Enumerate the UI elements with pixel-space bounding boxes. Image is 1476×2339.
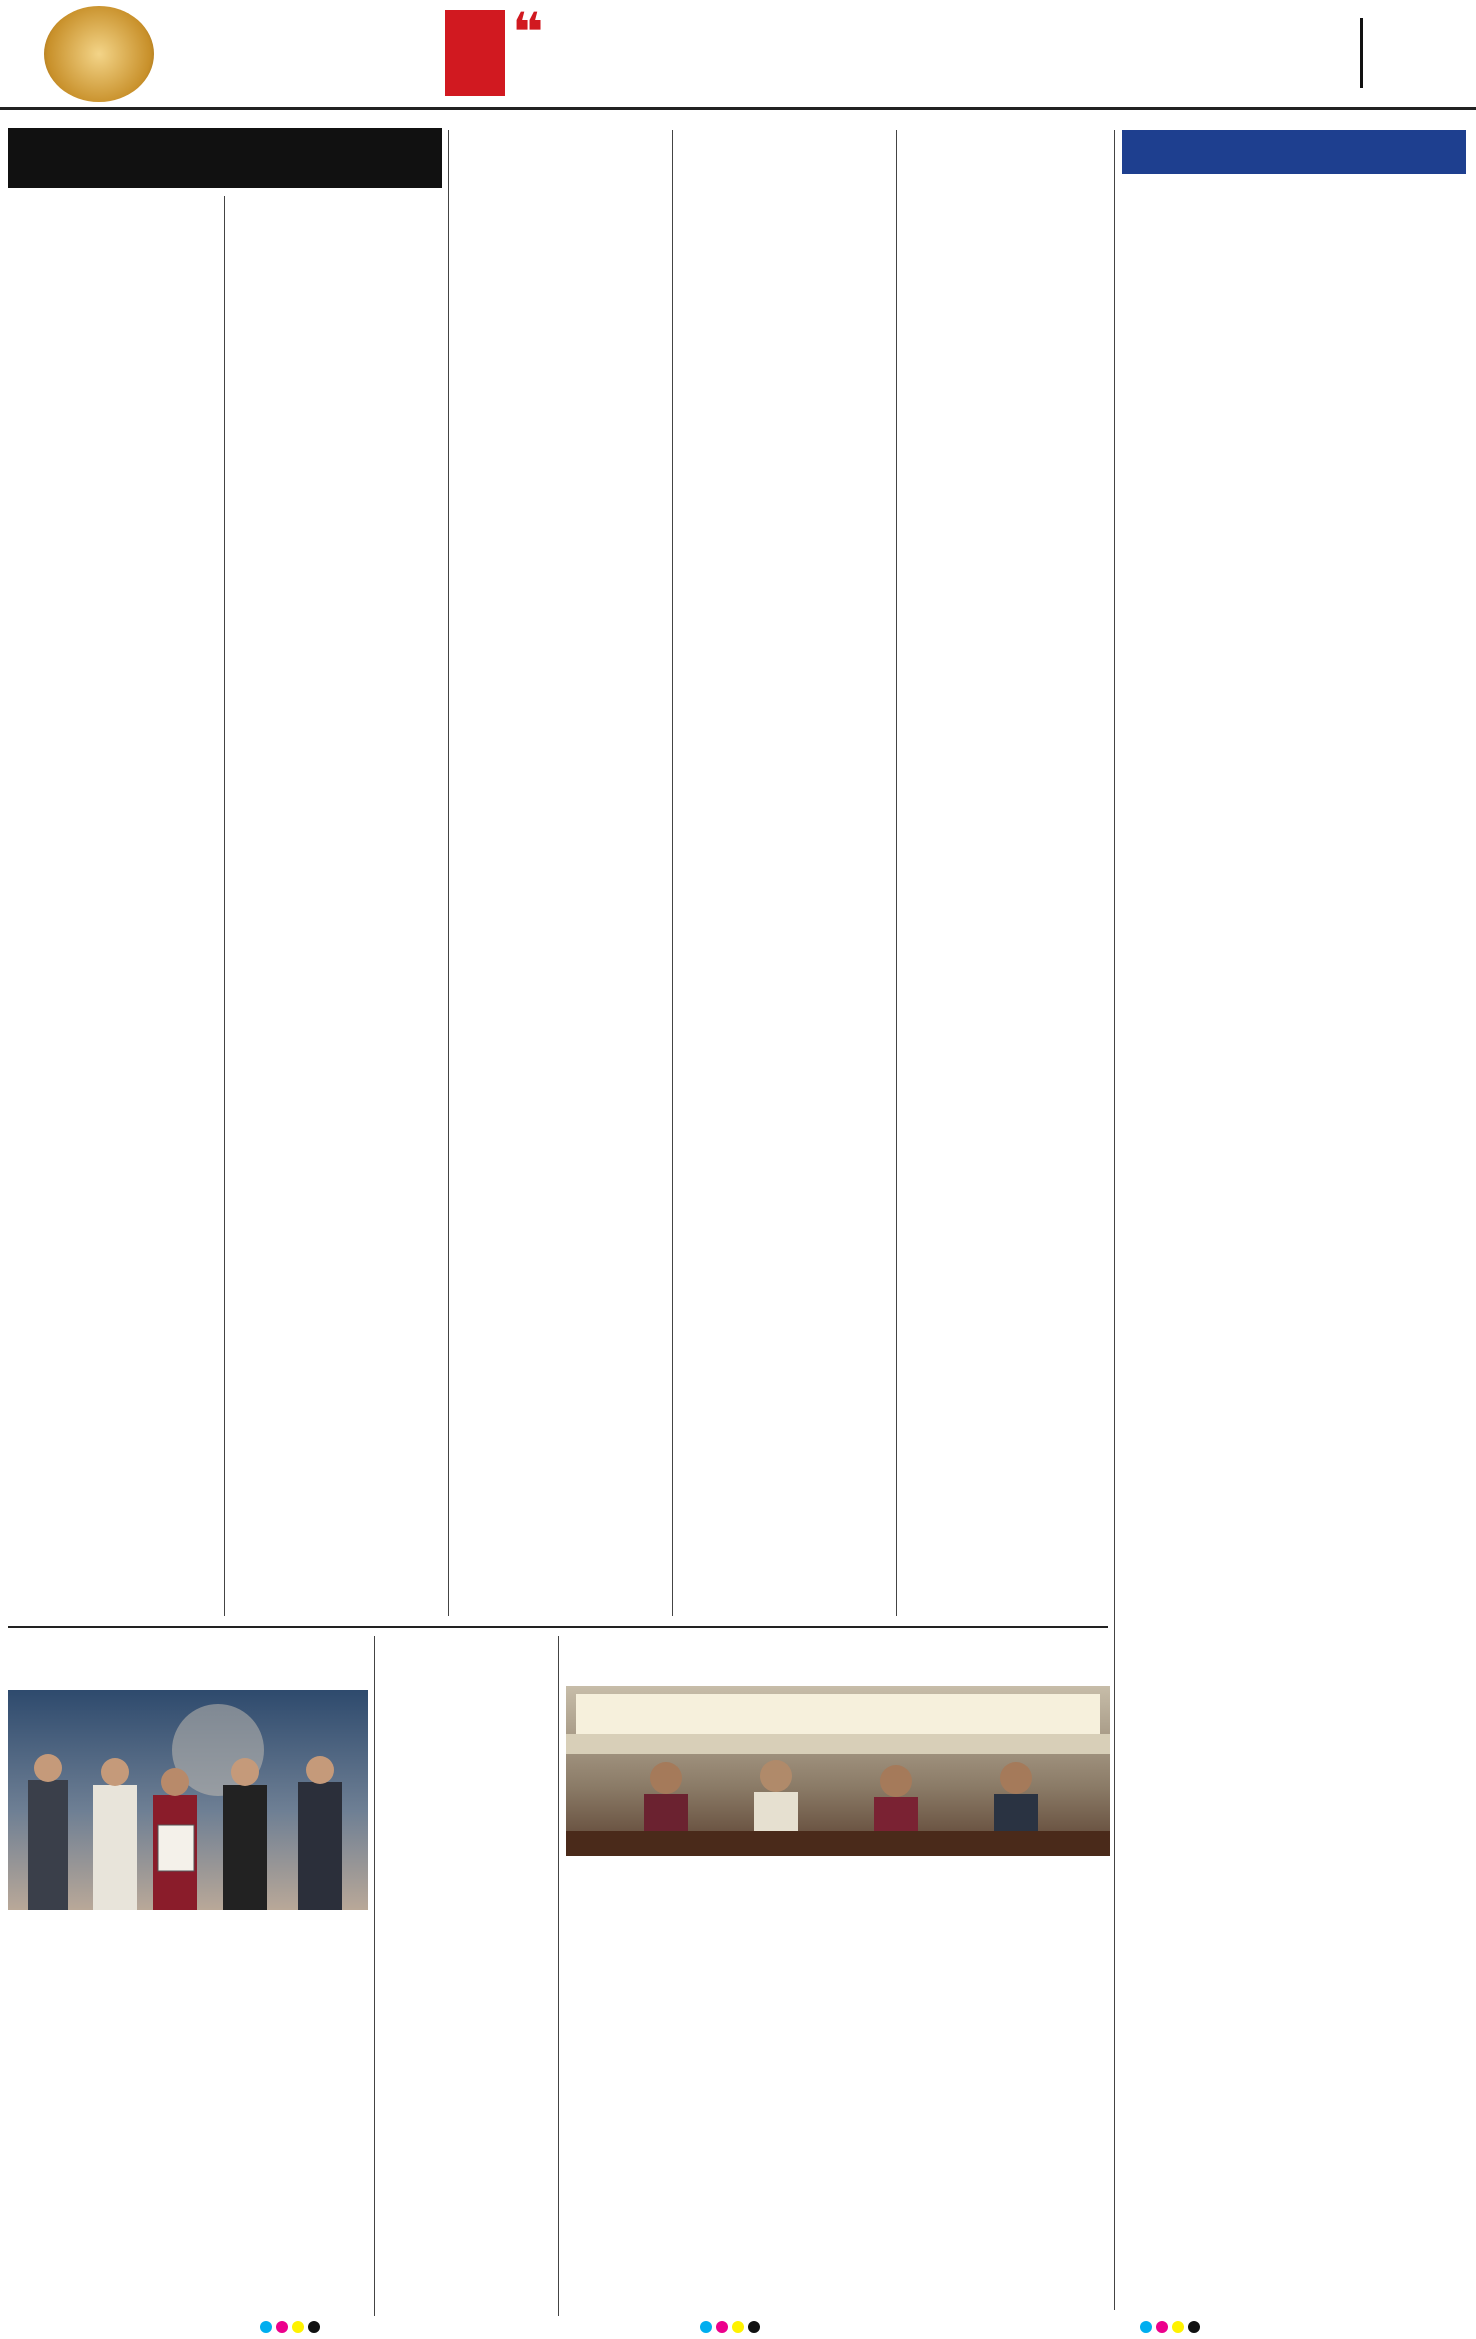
column-divider	[224, 196, 225, 1616]
award-photo	[8, 1690, 368, 1910]
column-divider	[448, 130, 449, 1616]
page-header	[0, 0, 1476, 110]
quote-badge	[445, 10, 505, 96]
story1-body	[8, 1936, 368, 2316]
events-column-3	[456, 130, 666, 1616]
print-registration-marks	[260, 2318, 324, 2332]
events-column-5	[904, 130, 1109, 1616]
event-photo-figures	[566, 1686, 1110, 1856]
column-divider	[374, 1636, 375, 2316]
events-column-1	[8, 196, 218, 1616]
column-divider	[896, 130, 897, 1616]
events-banner	[8, 128, 442, 188]
header-divider	[1360, 18, 1363, 88]
event-photo	[566, 1686, 1110, 1856]
story2-body	[382, 1706, 552, 2316]
column-divider	[558, 1636, 559, 2316]
print-registration-marks	[700, 2318, 764, 2332]
story3-body-right	[842, 1904, 1110, 2316]
column-divider	[672, 130, 673, 1616]
quote-mark-icon: ❝	[512, 1, 544, 64]
story3-body-left	[566, 1882, 831, 2316]
print-registration-marks	[1140, 2318, 1204, 2332]
award-photo-figures	[8, 1690, 368, 1910]
section-rule	[8, 1626, 1108, 1628]
column-divider	[1114, 130, 1115, 2310]
events-column-2	[232, 196, 442, 1616]
horoscope-title	[1122, 130, 1466, 174]
events-column-4	[680, 130, 890, 1616]
jubilee-logo	[44, 6, 154, 102]
